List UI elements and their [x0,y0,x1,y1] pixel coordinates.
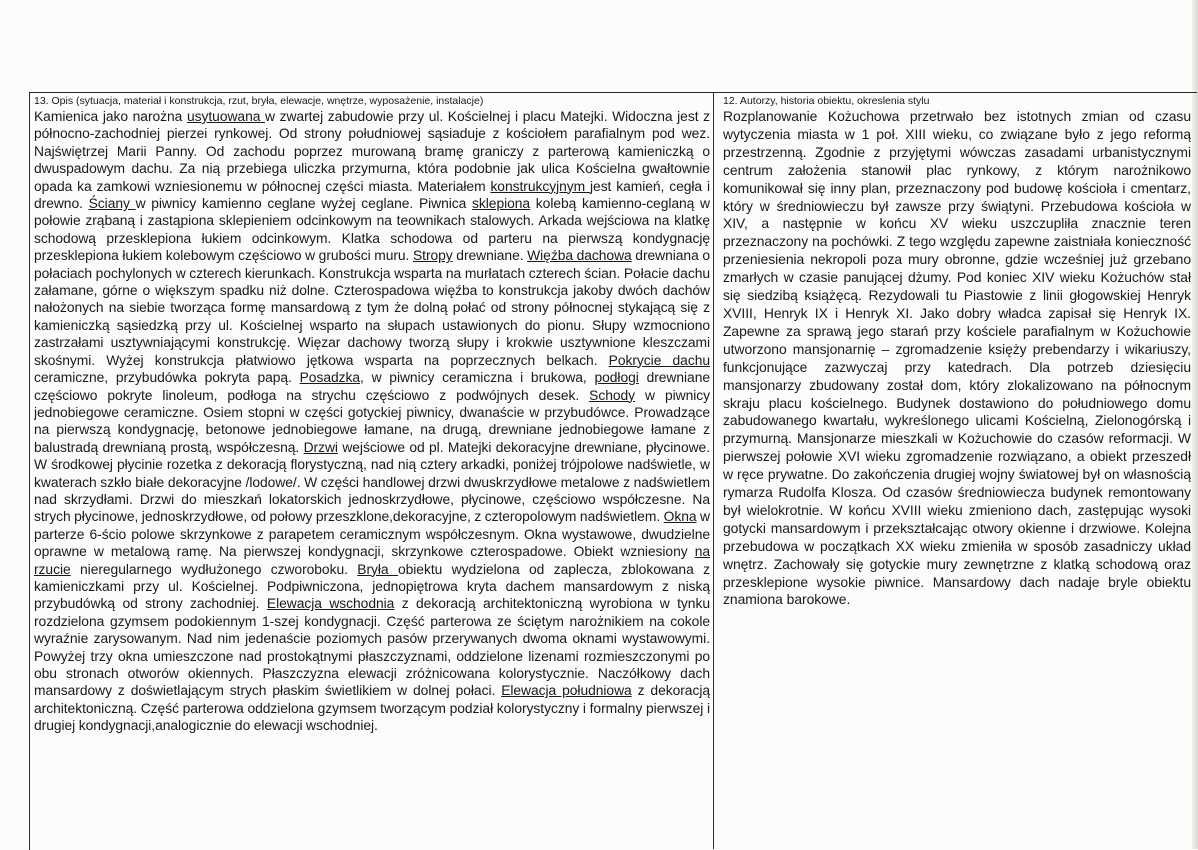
text-run: wejściowe od pl. Matejki dekoracyjne drewniane, płycinowe. W środkowej płycinie rozetka z dekoracją florystyczną, nad nią cztery arkadki, poniżej trójpolowe nadświetle, w kwaterach szkło białe dekoracyjne /lodowe/. W części handlowej drzwi dwuskrzydłowe metalowe z nadświetlem nad skrzydłami. Drzwi do mieszkań lokatorskich jednoskrzydłowe, płycinowe, częściowo współczesne. Na strych płycinowe, jednoskrzydłowe, od połowy przeszklone,dekoracyjne, z czteropolowym nadświetlem. [34,438,710,525]
text-run: Rozplanowanie Kożuchowa przetrwało bez istotnych zmian od czasu wytyczenia miasta w 1 poł. XIII wieku, co związane było z jego reformą przestrzenną. Zgodnie z przyjętymi wówczas zasadami urbanistycznymi centrum założenia stanowił plac rynkowy, z którym narożnikowo komunikował się inny plan, przeznaczony pod budowę kościoła i cmentarz, który w średniowieczu był zawsze przy świątyni. Przebudowa kościoła w XIV, a następnie w końcu XV wieku uszczupliła znacznie teren przeznaczony na pochówki. Z tego względu zapewne zaistniała konieczność przeniesienia nekropoli poza mury obronne, gdzie wcześniej już grzebano zmarłych w czasie panującej dżumy. Pod koniec XIV wieku Kożuchów stał się siedzibą książęcą. Rezydowali tu Piastowie z linii głogowskiej Henryk XVIII, Henryk IX i Henryk XI. Jako dobry władca zapisał się Henryk IX. Zapewne za sprawą jego starań przy kościele parafialnym w Kożuchowie utworzono mansjonarnię – zgromadzenie księży prebendarzy i wikariuszy, funkcjonujące zazwyczaj przy katedrach. Dla potrzeb dziesięciu mansjonarzy zbudowany został dom, który zlokalizowano na północnym skraju placu kościelnego. Budynek dostawiono do południowego domu zabudowanego kwartału, wykreślonego ulicami Kościelną, Zielonogórską i przymurną. Mansjonarze mieszkali w Kożuchowie do czasów reformacji. W pierwszej połowie XVI wieku zgromadzenie rozwiązano, a obiekt przeszedł w ręce prywatne. Do zakończenia drugiej wojny światowej był on własnością rymarza Rudolfa Klosza. Od czasów średniowiecza budynek remontowany był wielokrotnie. W końcu XVIII wieku zmieniono dach, zastępując wysoki gotycki mansardowym i przekształcając otwory okienne i drzwiowe. Kolejna przebudowa w początkach XX wieku zmieniła w sposób zasadniczy układ wnętrz. Zachowały się gotyckie mury zewnętrzne z klatką schodową oraz przesklepione wysokie piwnice. Mansardowy dach nadaje bryle obiektu znamiona barokowe. [723,108,1191,608]
column-divider [713,92,714,849]
underlined-term: sklepiona [472,195,531,212]
underlined-term: Drzwi [303,438,338,455]
underlined-term: usytuowana [186,108,266,124]
underlined-term: Posadzka [299,369,361,386]
history-text [723,108,1191,609]
underlined-term: konstrukcyjnym [490,177,591,194]
underlined-term: Więźba dachowa [527,247,632,264]
underlined-term: na rzucie [34,543,710,577]
underlined-term: Pokrycie dachu [608,351,710,368]
underlined-term: Okna [663,508,697,525]
text-run: drewniane. [452,247,528,264]
text-run: jest kamień, cegła i drewno. [34,177,710,212]
text-run: nieregularnego wydłużonego czworoboku. [70,560,358,577]
text-run: drewniana o połaciach pochylonych w czterech kierunkach. Konstrukcja wsparta na murłatach czterech ścian. Połacie dachu załamane, górne o większym spadku niż dolne. Czterospadowa więźba to konstrukcja jakoby dwóch dachów nałożonych na siebie tworząca formę mansardową z tym że dolną połać od strony północnej stykającą się z kamieniczką sąsiedzką przy ul. Kościelnej wsparto na słupach ustawionych do pionu. Słupy wzmocniono zastrzałami usztywniającymi konstrukcję. Więzar dachowy tworzą słupy i krokwie usztywnione kleszczami skośnymi. Wyżej konstrukcja płatwiowo jętkowa wsparta na poprzecznych belkach. [34,247,710,368]
underlined-term: Schody [589,386,636,403]
text-run: w parterze 6-ścio polowe skrzynkowe z parapetem ceramicznym współczesnym. Okna wystawowe, dwudzielne oprawne w metalową ramę. Na pierwszej kondygnacji, skrzynkowe czterospadowe. Obiekt wzniesiony [34,508,710,560]
text-run: kolebą kamienno-ceglaną w połowie zrąbaną i zastąpiona sklepieniem odcinkowym na teownikach stalowych. Arkada wejściowa na klatkę schodową przesklepiona łukiem odcinkowym. Klatka schodowa od parteru na pierwszą kondygnację przesklepiona łukiem kolebowym częściowo w grubości muru. [34,195,710,264]
history-heading: 12. Autorzy, historia obiektu, okreslenia stylu [723,95,930,107]
text-run: Kamienica jako narożna [34,108,187,124]
text-run: obiektu wydzielona od zaplecza, zblokowana z kamieniczkami przy ul. Kościelnej. Podpiwniczona, jednopiętrowa kryta dachem mansardowym z niską przybudówką od strony zachodniej. [34,560,710,612]
text-run: ceramiczne, przybudówka pokryta papą. [34,369,300,386]
description-text [34,108,710,735]
text-run: w piwnicy jednobiegowe ceramiczne. Osiem stopni w części gotyckiej piwnicy, dwanaście w przybudówce. Prowadzące na pierwszą kondygnację, betonowe jednobiegowe łamane, na drugą, drewniane jednobiegowe łamane z balustradą drewnianą prostą, współczesną. [34,386,710,455]
text-run: z dekoracją architektoniczną wyrobiona w tynku rozdzielona gzymsem podokiennym 1-szej kondygnacji. Część parterowa ze ściętym narożnikiem na cokole wyraźnie zarysowanym. Nad nim jedenaście poziomych pasów przerywanych dwoma oknami wystawowymi. Powyżej trzy okna umieszczone nad prostokątnymi płaszczyznami, oddzielone lizenami rozmieszczonymi po obu stronach otworów okiennych. Płaszczyzna elewacji zróżnicowana kolorystycznie. Naczółkowy dach mansardowy z doświetlającym strych płaskim świetlikiem w dolnej połaci. [34,595,710,699]
description-heading: 13. Opis (sytuacja, materiał i konstrukcja, rzut, bryła, elewacje, wnętrze, wyposażenie, instalacje) [34,95,484,107]
underlined-term: Bryła [357,560,398,577]
text-run: z dekoracją architektoniczną. Część parterowa oddzielona gzymsem tworzącym podział kolorystyczny i formalny pierwszej i drugiej kondygnacji,analogicznie do elewacji wschodniej. [34,682,710,734]
underlined-term: Elewacja wschodnia [266,595,395,612]
underlined-term: Elewacja południowa [501,682,632,699]
text-run: w zwartej zabudowie przy ul. Kościelnej i placu Matejki. Widoczna jest z północno-zachodniej pierzei rynkowej. Od strony południowej sąsiaduje z kościołem parafialnym pod wez. Najświętrzej Marii Panny. Od zachodu poprzez murowaną bramę graniczy z parterową kamieniczką o dwuspadowym dachu. Za nią przebiega uliczka przymurna, która podobnie jak ulica Kościelna gwałtownie opada ka zamkowi wzniesionemu w północnej części miasta. Materiałem [34,108,710,194]
text-run: drewniane częściowo pokryte linoleum, podłoga na strychu częściowo z podwójnych desek. [34,369,710,403]
text-run: w piwnicy kamienno ceglane wyżej ceglane. Piwnica [135,195,473,212]
history-section [723,95,1191,755]
description-section [34,95,710,823]
underlined-term: podłogi [594,369,639,386]
text-run: , w piwnicy ceramiczna i brukowa, [360,369,595,386]
underlined-term: Stropy [412,247,453,264]
underlined-term: Ściany [88,195,136,212]
